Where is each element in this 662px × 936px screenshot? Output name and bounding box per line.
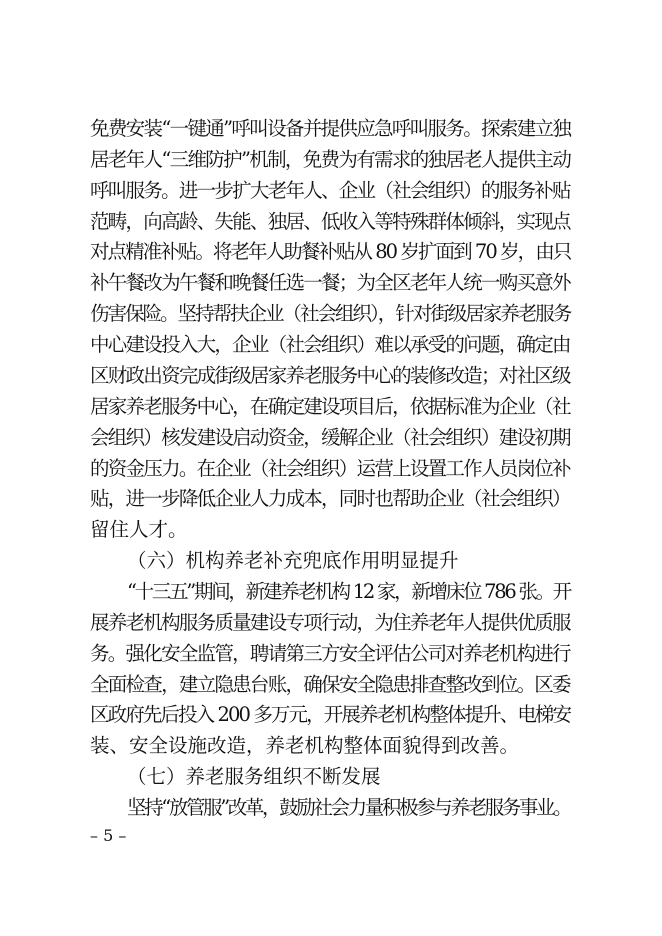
paragraph-line: 范畴，向高龄、失能、独居、低收入等特殊群体倾斜，实现点 — [90, 210, 570, 233]
paragraph-line: 全面检查，建立隐患台账，确保安全隐患排查整改到位。区委 — [90, 673, 570, 696]
paragraph-line: 展养老机构服务质量建设专项行动，为住养老年人提供优质服 — [90, 611, 570, 634]
section-heading-6: （六）机构养老补充兜底作用明显提升 — [127, 549, 459, 572]
page-number: – 5 – — [90, 826, 127, 845]
paragraph-line: 呼叫服务。进一步扩大老年人、企业（社会组织）的服务补贴 — [90, 179, 570, 202]
paragraph-line: 补午餐改为午餐和晚餐任选一餐；为全区老年人统一购买意外 — [90, 271, 570, 294]
paragraph-line: 居家养老服务中心，在确定建设项目后，依据标准为企业（社 — [90, 395, 570, 418]
paragraph-line: 区政府先后投入 200 多万元，开展养老机构整体提升、电梯安 — [90, 703, 571, 726]
paragraph-line: 装、安全设施改造，养老机构整体面貌得到改善。 — [90, 734, 520, 757]
paragraph-line: 免费安装“一键通”呼叫设备并提供应急呼叫服务。探索建立独 — [90, 117, 571, 140]
section-heading-7: （七）养老服务组织不断发展 — [127, 765, 381, 788]
paragraph-line: 居老年人“三维防护”机制，免费为有需求的独居老人提供主动 — [90, 148, 571, 171]
paragraph-line: 坚持“放管服”改革，鼓励社会力量积极参与养老服务事业。 — [127, 796, 571, 819]
paragraph-line: 对点精准补贴。将老年人助餐补贴从 80 岁扩面到 70 岁，由只 — [90, 240, 571, 263]
paragraph-line: 务。强化安全监管，聘请第三方安全评估公司对养老机构进行 — [90, 642, 570, 665]
paragraph-line: “十三五”期间，新建养老机构 12 家，新增床位 786 张。开 — [127, 580, 570, 603]
paragraph-line: 会组织）核发建设启动资金，缓解企业（社会组织）建设初期 — [90, 426, 570, 449]
paragraph-line: 留住人才。 — [90, 518, 188, 541]
paragraph-line: 伤害保险。坚持帮扶企业（社会组织），针对街级居家养老服务 — [90, 302, 571, 325]
paragraph-line: 区财政出资完成街级居家养老服务中心的装修改造；对社区级 — [90, 364, 570, 387]
paragraph-line: 中心建设投入大，企业（社会组织）难以承受的问题，确定由 — [90, 333, 570, 356]
paragraph-line: 的资金压力。在企业（社会组织）运营上设置工作人员岗位补 — [90, 457, 570, 480]
paragraph-line: 贴，进一步降低企业人力成本，同时也帮助企业（社会组织） — [90, 487, 570, 510]
